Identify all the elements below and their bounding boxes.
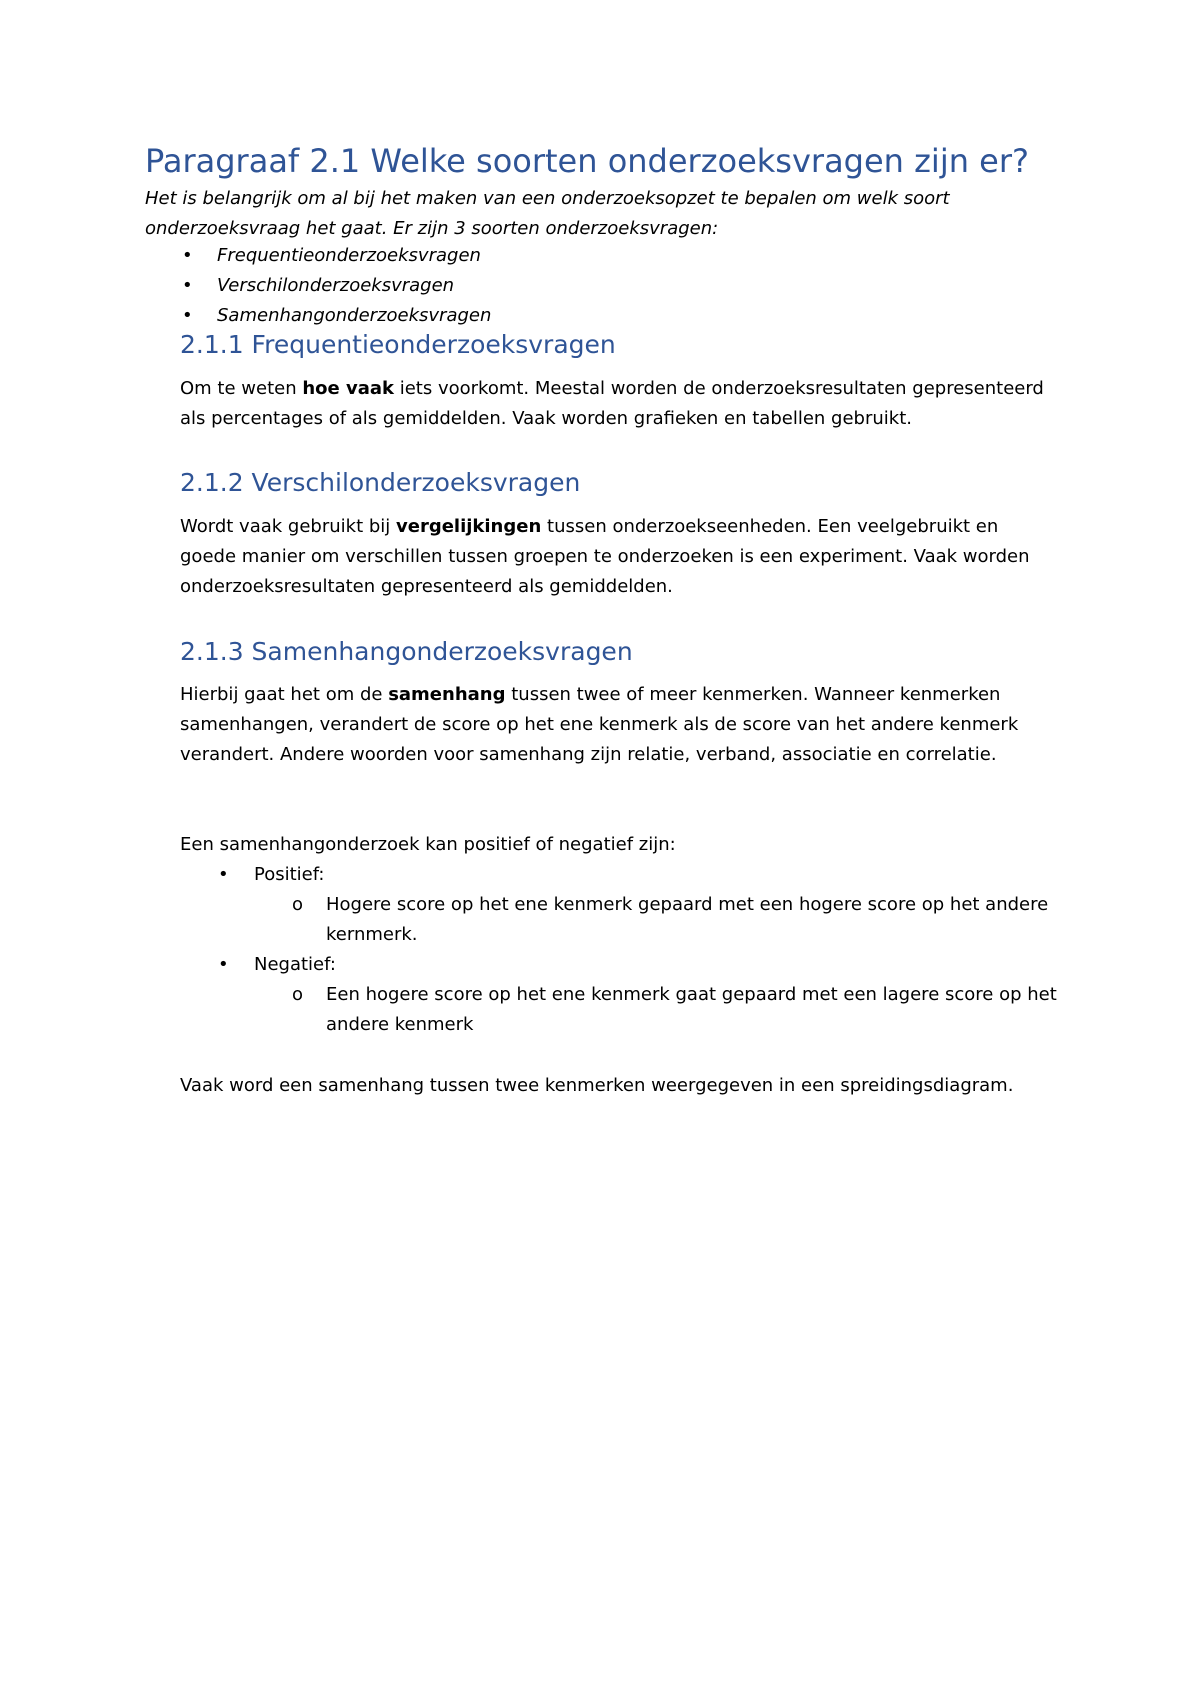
section-heading-samenhang: 2.1.3 Samenhangonderzoeksvragen	[180, 637, 633, 666]
section-paragraph-verschil	[180, 512, 1060, 602]
bullet-icon: •	[182, 245, 193, 266]
sub-list-item	[180, 890, 1066, 950]
intro-list	[145, 241, 491, 331]
paragraph-text: iets voorkomt. Meestal worden de onderzoeksresultaten gepresenteerd als percentages of als gemiddelden. Vaak worden grafieken en tabellen gebruikt.	[180, 378, 1044, 429]
section-paragraph-samenhang	[180, 680, 1060, 770]
intro-paragraph: Het is belangrijk om al bij het maken van een onderzoeksopzet te bepalen om welk soort onderzoeksvraag het gaat. Er zijn 3 soorten onderzoeksvragen:	[145, 188, 950, 239]
samenhang-list	[180, 860, 1080, 1040]
paragraph-emphasis: samenhang	[388, 684, 506, 705]
paragraph-emphasis: hoe vaak	[302, 378, 394, 399]
sub-list-item	[180, 980, 1066, 1040]
list-item-label: Positief:	[254, 864, 325, 885]
paragraph-text: tussen onderzoekseenheden. Een veelgebruikt en goede manier om verschillen tussen groepen te onderzoeken is een experiment. Vaak worden onderzoeksresultaten gepresenteerd als gemiddelden.	[180, 516, 1030, 597]
paragraph-text: tussen twee of meer kenmerken. Wanneer kenmerken samenhangen, verandert de score op het ene kenmerk als de score van het andere kenmerk verandert. Andere woorden voor samenhang zijn relatie, verband, associatie en correlatie.	[180, 684, 1019, 765]
bullet-icon: •	[182, 305, 193, 326]
sub-list-item-text: Een hogere score op het ene kenmerk gaat gepaard met een lagere score op het andere kenmerk	[326, 984, 1057, 1035]
list-item	[145, 301, 491, 331]
list-item-label: Frequentieonderzoeksvragen	[217, 245, 481, 266]
circle-bullet-icon: o	[292, 984, 304, 1005]
paragraph-text: Wordt vaak gebruikt bij	[180, 516, 396, 537]
list-item-positief	[180, 860, 1080, 890]
list-item	[145, 241, 491, 271]
circle-bullet-icon: o	[292, 894, 304, 915]
paragraph-emphasis: vergelijkingen	[396, 516, 542, 537]
list-item-label: Negatief:	[254, 954, 336, 975]
samenhang-intro-paragraph: Een samenhangonderzoek kan positief of negatief zijn:	[180, 834, 676, 855]
section-paragraph-frequentie	[180, 374, 1060, 434]
bullet-icon: •	[218, 954, 229, 975]
paragraph-text: Om te weten	[180, 378, 303, 399]
paragraph-text: Hierbij gaat het om de	[180, 684, 389, 705]
list-item-label: Samenhangonderzoeksvragen	[217, 305, 492, 326]
list-item-negatief	[180, 950, 1080, 980]
document-title: Paragraaf 2.1 Welke soorten onderzoeksvragen zijn er?	[145, 142, 1029, 180]
section-heading-frequentie: 2.1.1 Frequentieonderzoeksvragen	[180, 330, 616, 359]
sub-list-item-text: Hogere score op het ene kenmerk gepaard met een hogere score op het andere kernmerk.	[326, 894, 1049, 945]
bullet-icon: •	[218, 864, 229, 885]
closing-paragraph: Vaak word een samenhang tussen twee kenmerken weergegeven in een spreidingsdiagram.	[180, 1075, 1014, 1096]
list-item	[145, 271, 491, 301]
list-item-label: Verschilonderzoeksvragen	[217, 275, 455, 296]
section-heading-verschil: 2.1.2 Verschilonderzoeksvragen	[180, 468, 581, 497]
bullet-icon: •	[182, 275, 193, 296]
